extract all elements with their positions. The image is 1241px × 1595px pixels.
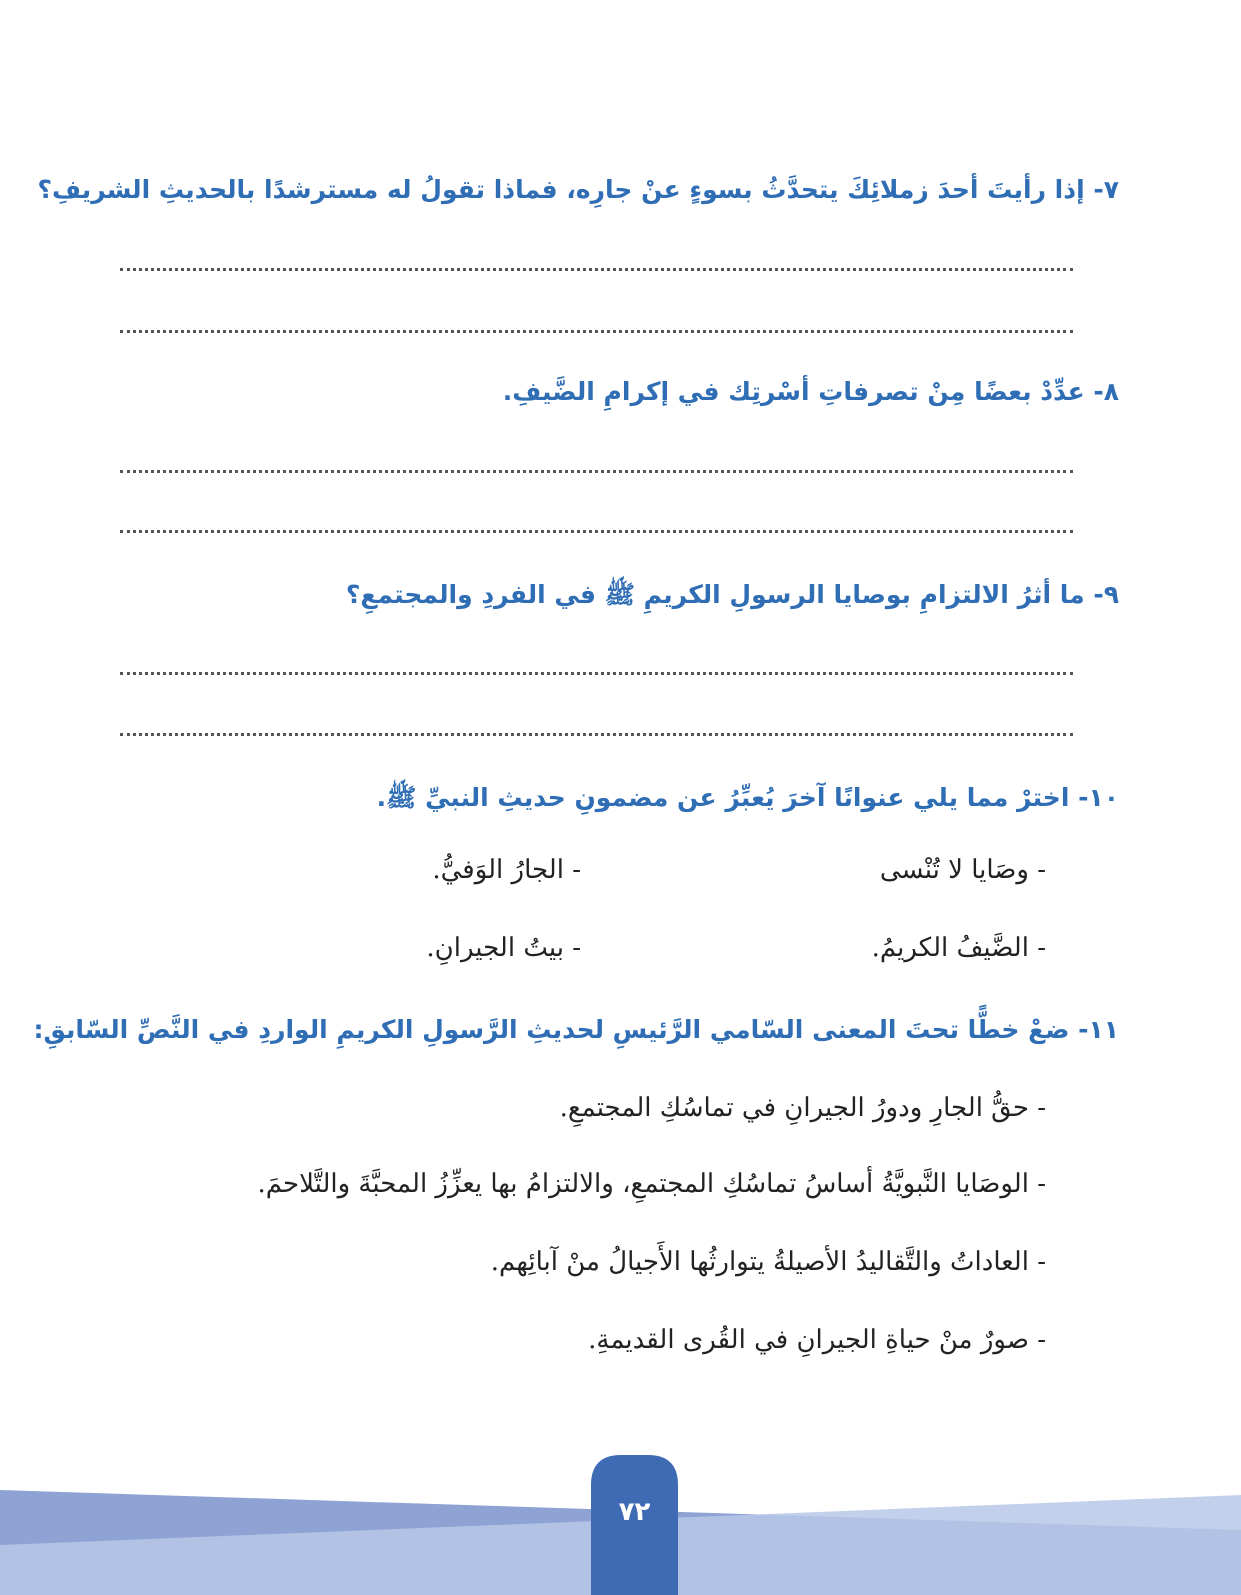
answer-line-8-2[interactable] (120, 530, 1073, 533)
question-11: ١١- ضعْ خطًّا تحتَ المعنى السّامي الرَّئيسِ لحديثِ الرَّسولِ الكريمِ الواردِ في النَّصِّ السّابقِ: (33, 1015, 1119, 1044)
q11-option-1[interactable]: - حقُّ الجارِ ودورُ الجيرانِ في تماسُكِ المجتمعِ. (559, 1093, 1046, 1123)
answer-line-9-2[interactable] (120, 733, 1073, 736)
q10-option-1[interactable]: - وصَايا لا تُنْسى (879, 855, 1046, 885)
q11-option-3[interactable]: - العاداتُ والتَّقاليدُ الأصيلةُ يتوارثُها الأَجيالُ منْ آبائِهم. (490, 1247, 1046, 1277)
answer-line-7-2[interactable] (120, 330, 1073, 333)
q11-option-4[interactable]: - صورٌ منْ حياةِ الجيرانِ في القُرى القديمةِ. (588, 1325, 1046, 1355)
answer-line-7-1[interactable] (120, 268, 1073, 271)
q10-option-3[interactable]: - الضَّيفُ الكريمُ. (871, 933, 1046, 963)
question-10: ١٠- اخترْ مما يلي عنوانًا آخرَ يُعبِّرُ عن مضمونِ حديثِ النبيِّ ﷺ. (376, 783, 1119, 812)
question-9: ٩- ما أثرُ الالتزامِ بوصايا الرسولِ الكريمِ ﷺ في الفردِ والمجتمعِ؟ (345, 580, 1119, 609)
question-8: ٨- عدِّدْ بعضًا مِنْ تصرفاتِ أسْرتِك في إكرامِ الضَّيفِ. (502, 377, 1119, 406)
q10-option-4[interactable]: - بيتُ الجيرانِ. (426, 933, 581, 963)
question-7: ٧- إذا رأيتَ أحدَ زملائِكَ يتحدَّثُ بسوءٍ عنْ جارِه، فماذا تقولُ له مسترشدًا بالحديثِ الشريفِ؟ (37, 175, 1119, 204)
answer-line-9-1[interactable] (120, 672, 1073, 675)
q11-option-2[interactable]: - الوصَايا النَّبويَّةُ أساسُ تماسُكِ المجتمعِ، والالتزامُ بها يعزِّزُ المحبَّةَ والتَّلاحمَ. (257, 1169, 1046, 1199)
page-number: ٧٢ (618, 1497, 651, 1527)
q10-option-2[interactable]: - الجارُ الوَفيُّ. (432, 855, 581, 885)
answer-line-8-1[interactable] (120, 470, 1073, 473)
